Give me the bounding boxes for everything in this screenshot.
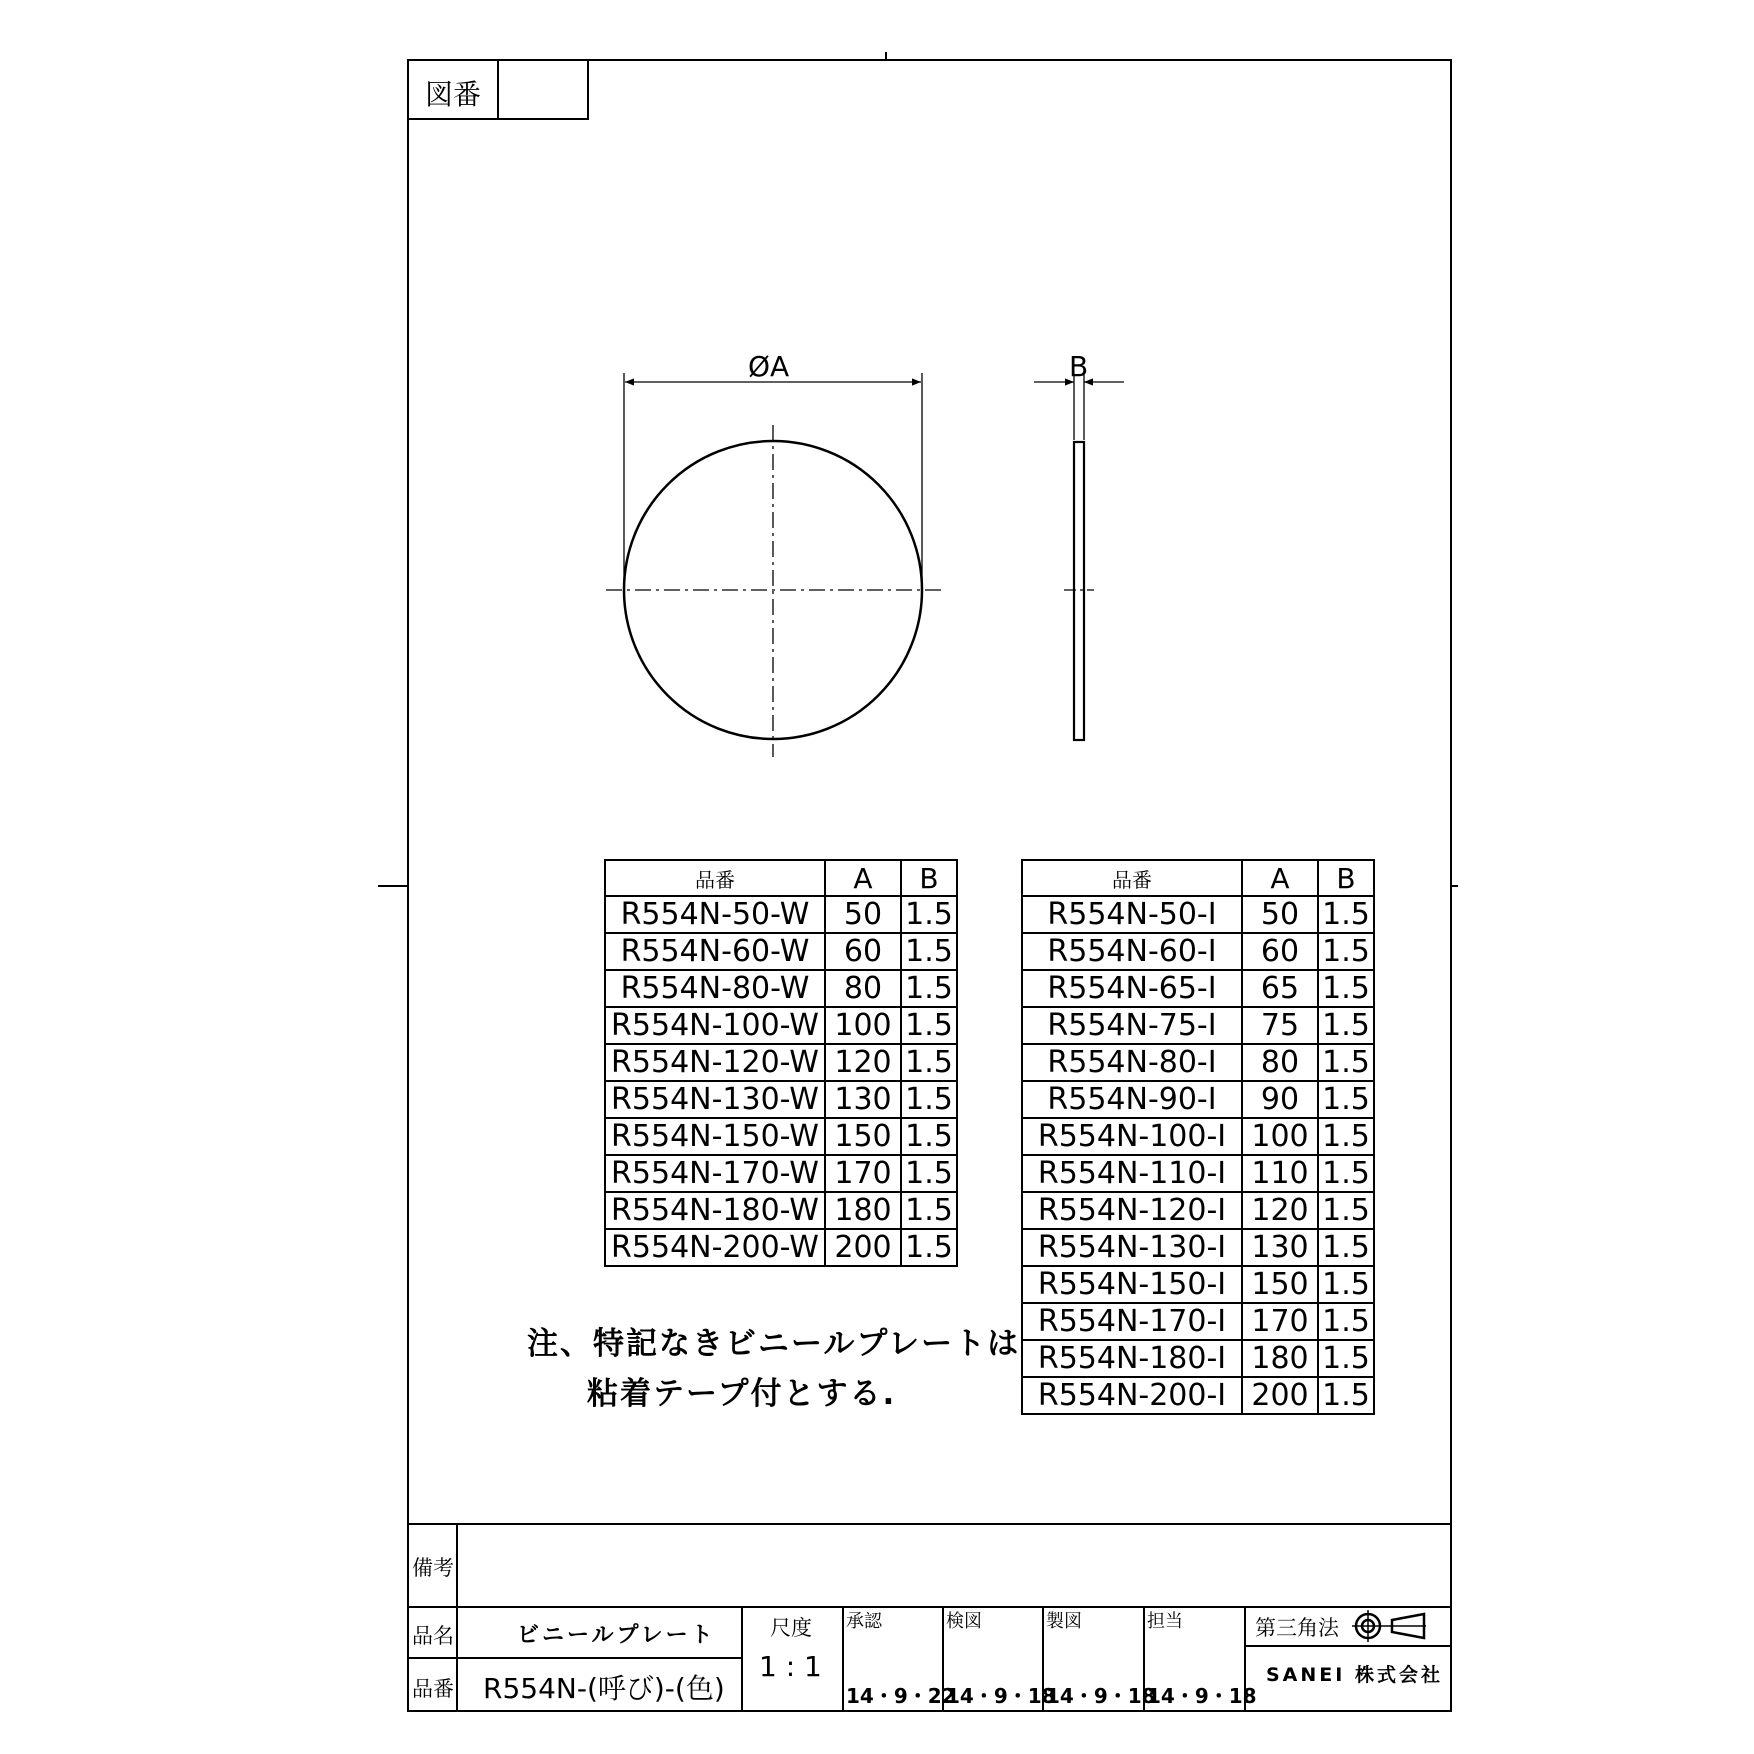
approved-date: 14・9・22 [846,1684,956,1708]
name-col-divider [741,1606,743,1712]
a-value-cell: 120 [1242,1192,1318,1229]
b-value-cell: 1.5 [901,1229,957,1266]
b-value-cell: 1.5 [901,1192,957,1229]
part-number-cell: R554N-120-W [605,1044,825,1081]
a-value-cell: 80 [1242,1044,1318,1081]
table-row [1022,1303,1374,1340]
a-value-cell: 100 [825,1007,901,1044]
part-number-cell: R554N-80-I [1022,1044,1242,1081]
b-value-cell: 1.5 [901,1081,957,1118]
remarks-divider [456,1523,458,1712]
a-value-cell: 200 [1242,1377,1318,1414]
header-part-number: 品番 [1022,860,1242,896]
a-value-cell: 80 [825,970,901,1007]
diameter-label: ØA [748,350,790,383]
a-value-cell: 60 [1242,933,1318,970]
part-number-cell: R554N-170-W [605,1155,825,1192]
part-number-cell: R554N-50-I [1022,896,1242,933]
table-row [605,970,957,1007]
header-a: A [825,860,901,896]
approved-label: 承認 [846,1611,882,1632]
charge-date: 14・9・18 [1147,1684,1257,1708]
a-value-cell: 75 [1242,1007,1318,1044]
drawn-label: 製図 [1046,1611,1082,1632]
remarks-label: 備考 [412,1556,454,1580]
a-value-cell: 110 [1242,1155,1318,1192]
a-value-cell: 180 [825,1192,901,1229]
projection-row-rule [1244,1645,1452,1647]
scale-label: 尺度 [770,1616,812,1640]
table-row [1022,1192,1374,1229]
part-number-cell: R554N-100-W [605,1007,825,1044]
a-value-cell: 120 [825,1044,901,1081]
b-value-cell: 1.5 [1318,896,1374,933]
a-value-cell: 50 [825,896,901,933]
b-value-cell: 1.5 [1318,1118,1374,1155]
table-row [605,1044,957,1081]
part-number-cell: R554N-120-I [1022,1192,1242,1229]
part-number-cell: R554N-150-W [605,1118,825,1155]
note-line-2: 粘着テープ付とする. [587,1376,897,1412]
table-row [1022,933,1374,970]
a-value-cell: 60 [825,933,901,970]
scale-value: 1 : 1 [759,1650,822,1683]
b-value-cell: 1.5 [1318,1081,1374,1118]
table-row [1022,1007,1374,1044]
header-a: A [1242,860,1318,896]
table-row [605,896,957,933]
b-value-cell: 1.5 [901,1007,957,1044]
b-value-cell: 1.5 [901,1044,957,1081]
parts-table-i [1021,859,1375,1415]
number-label: 品番 [412,1677,454,1701]
b-value-cell: 1.5 [1318,1229,1374,1266]
a-value-cell: 150 [1242,1266,1318,1303]
charge-label: 担当 [1147,1611,1183,1632]
a-value-cell: 170 [825,1155,901,1192]
b-value-cell: 1.5 [901,1155,957,1192]
part-number-cell: R554N-200-W [605,1229,825,1266]
approval-col-divider-1 [842,1606,844,1712]
parts-table-w [604,859,958,1267]
b-value-cell: 1.5 [1318,1155,1374,1192]
table-row [1022,1118,1374,1155]
a-value-cell: 180 [1242,1340,1318,1377]
a-value-cell: 200 [825,1229,901,1266]
a-value-cell: 130 [825,1081,901,1118]
number-value: R554N-(呼び)-(色) [483,1672,725,1705]
a-value-cell: 170 [1242,1303,1318,1340]
b-value-cell: 1.5 [901,896,957,933]
b-value-cell: 1.5 [1318,1340,1374,1377]
checked-label: 検図 [946,1611,982,1632]
checked-date: 14・9・18 [946,1684,1056,1708]
projection-label: 第三角法 [1255,1616,1339,1640]
table-row [1022,896,1374,933]
a-value-cell: 100 [1242,1118,1318,1155]
b-value-cell: 1.5 [901,970,957,1007]
part-number-cell: R554N-50-W [605,896,825,933]
a-value-cell: 65 [1242,970,1318,1007]
table-row [605,1155,957,1192]
third-angle-projection-icon [1352,1610,1428,1642]
b-value-cell: 1.5 [1318,1007,1374,1044]
company-name: SANEI 株式会社 [1266,1664,1443,1686]
part-number-cell: R554N-170-I [1022,1303,1242,1340]
table-row [1022,1044,1374,1081]
b-value-cell: 1.5 [901,933,957,970]
table-row [1022,1155,1374,1192]
part-number-cell: R554N-130-W [605,1081,825,1118]
part-number-cell: R554N-60-W [605,933,825,970]
part-number-cell: R554N-180-W [605,1192,825,1229]
part-number-cell: R554N-100-I [1022,1118,1242,1155]
b-value-cell: 1.5 [1318,1192,1374,1229]
part-number-cell: R554N-110-I [1022,1155,1242,1192]
a-value-cell: 50 [1242,896,1318,933]
part-number-cell: R554N-150-I [1022,1266,1242,1303]
b-value-cell: 1.5 [1318,1377,1374,1414]
a-value-cell: 150 [825,1118,901,1155]
plate-side-view [1074,442,1084,740]
table-row [1022,1229,1374,1266]
part-number-cell: R554N-130-I [1022,1229,1242,1266]
table-row [605,1118,957,1155]
table-row [1022,1081,1374,1118]
b-value-cell: 1.5 [1318,1303,1374,1340]
b-value-cell: 1.5 [901,1118,957,1155]
table-row [605,1081,957,1118]
part-number-cell: R554N-200-I [1022,1377,1242,1414]
thickness-label: B [1069,350,1089,383]
table-row [1022,1266,1374,1303]
header-b: B [901,860,957,896]
table-row [605,1192,957,1229]
drawn-date: 14・9・18 [1046,1684,1156,1708]
table-row [1022,1377,1374,1414]
title-block-mid-rule [407,1606,1452,1608]
name-row-rule [407,1657,742,1659]
table-row [605,933,957,970]
part-number-cell: R554N-90-I [1022,1081,1242,1118]
title-block-top-rule [407,1523,1452,1525]
drawing-number-label: 図番 [425,78,482,111]
name-label: 品名 [412,1624,454,1648]
table-row [605,1007,957,1044]
a-value-cell: 130 [1242,1229,1318,1266]
header-part-number: 品番 [605,860,825,896]
note-line-1: 注、特記なきビニールプレートは [527,1326,1021,1362]
b-value-cell: 1.5 [1318,933,1374,970]
b-value-cell: 1.5 [1318,970,1374,1007]
a-value-cell: 90 [1242,1081,1318,1118]
b-value-cell: 1.5 [1318,1044,1374,1081]
part-number-cell: R554N-60-I [1022,933,1242,970]
header-b: B [1318,860,1374,896]
table-row [1022,1340,1374,1377]
part-number-cell: R554N-75-I [1022,1007,1242,1044]
b-value-cell: 1.5 [1318,1266,1374,1303]
part-number-cell: R554N-180-I [1022,1340,1242,1377]
name-value: ビニールプレート [517,1623,716,1648]
part-number-cell: R554N-65-I [1022,970,1242,1007]
table-row [1022,970,1374,1007]
part-number-cell: R554N-80-W [605,970,825,1007]
table-row [605,1229,957,1266]
